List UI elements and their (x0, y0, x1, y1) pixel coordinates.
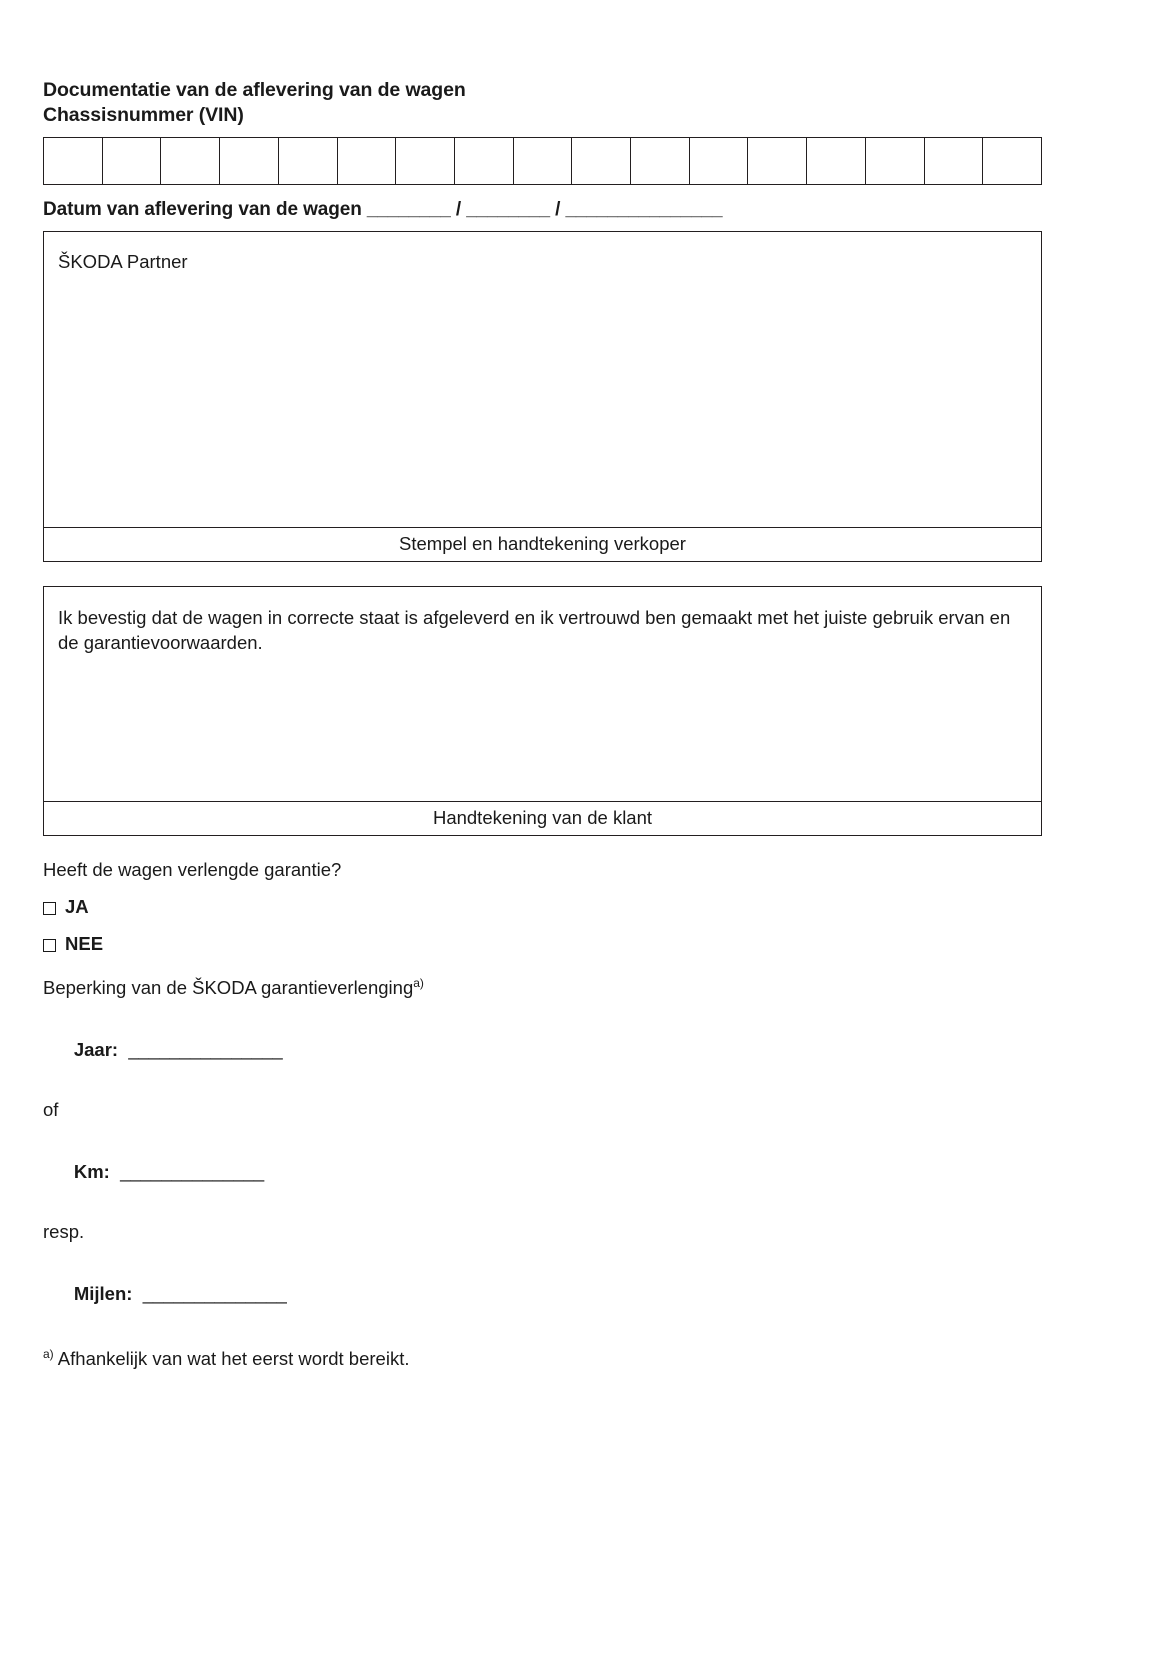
footnote (43, 1347, 1042, 1371)
vin-cell[interactable] (925, 138, 984, 184)
dealer-stamp-area[interactable] (44, 232, 1041, 527)
warranty-field-km-label: Km: (73, 1161, 110, 1182)
customer-signature-area[interactable] (44, 587, 1041, 801)
checkbox-icon[interactable] (43, 902, 56, 915)
vin-cell[interactable] (983, 138, 1041, 184)
dealer-stamp-box[interactable] (43, 231, 1042, 562)
page-title: Documentatie van de aflevering van de wagen (43, 79, 466, 101)
vin-cell[interactable] (338, 138, 397, 184)
vin-cell[interactable] (572, 138, 631, 184)
vin-cell[interactable] (103, 138, 162, 184)
warranty-field-year-label: Jaar: (73, 1039, 119, 1060)
customer-signature-box[interactable] (43, 586, 1042, 836)
delivery-date-field[interactable]: Datum van aflevering van de wagen ________ / ________ / _______________ (43, 199, 723, 220)
warranty-field-miles-label: Mijlen: (73, 1283, 133, 1304)
conjunction-of: of (43, 1099, 59, 1120)
vin-cell[interactable] (220, 138, 279, 184)
vin-cell[interactable] (396, 138, 455, 184)
extended-warranty-question: Heeft de wagen verlengde garantie? (43, 859, 342, 880)
dealer-label: ŠKODA Partner (58, 251, 188, 272)
footnote-marker: a) (413, 975, 424, 990)
spacer (43, 562, 1042, 586)
warranty-limitation-label: Beperking van de ŠKODA garantieverlenging (43, 977, 414, 998)
vin-cell[interactable] (690, 138, 749, 184)
customer-confirmation-text: Ik bevestig dat de wagen in correcte staat is afgeleverd en ik vertrouwd ben gemaakt met het juiste gebruik ervan en de garantievoorwaarden. (58, 607, 1011, 653)
vin-cell[interactable] (807, 138, 866, 184)
vin-section-heading: Chassisnummer (VIN) (43, 104, 244, 126)
vin-input-grid[interactable] (43, 137, 1042, 185)
dealer-signature-caption: Stempel en handtekening verkoper (44, 527, 1041, 561)
warranty-field-miles-rule[interactable]: ______________ (142, 1283, 287, 1304)
footnote-text: Afhankelijk van wat het eerst wordt bereikt. (57, 1348, 410, 1369)
vin-cell[interactable] (514, 138, 573, 184)
footnote-marker: a) (43, 1346, 54, 1361)
warranty-option-no-label: NEE (65, 933, 104, 954)
vin-cell[interactable] (161, 138, 220, 184)
customer-signature-caption: Handtekening van de klant (44, 801, 1041, 835)
warranty-limitation-heading (43, 976, 1042, 1000)
vin-cell[interactable] (748, 138, 807, 184)
warranty-field-year-rule[interactable]: _______________ (128, 1039, 283, 1060)
warranty-option-no[interactable] (43, 932, 1042, 956)
vin-cell[interactable] (455, 138, 514, 184)
form-sheet (43, 78, 1042, 1371)
vin-cell[interactable] (44, 138, 103, 184)
checkbox-icon[interactable] (43, 939, 56, 952)
warranty-field-year[interactable] (43, 1014, 1042, 1086)
vin-cell[interactable] (631, 138, 690, 184)
conjunction-resp: resp. (43, 1221, 85, 1242)
warranty-field-miles[interactable] (43, 1258, 1042, 1330)
warranty-field-km[interactable] (43, 1136, 1042, 1208)
vin-cell[interactable] (866, 138, 925, 184)
vin-cell[interactable] (279, 138, 338, 184)
warranty-option-yes[interactable] (43, 895, 1042, 919)
warranty-field-km-rule[interactable]: ______________ (120, 1161, 265, 1182)
warranty-option-yes-label: JA (65, 896, 89, 917)
